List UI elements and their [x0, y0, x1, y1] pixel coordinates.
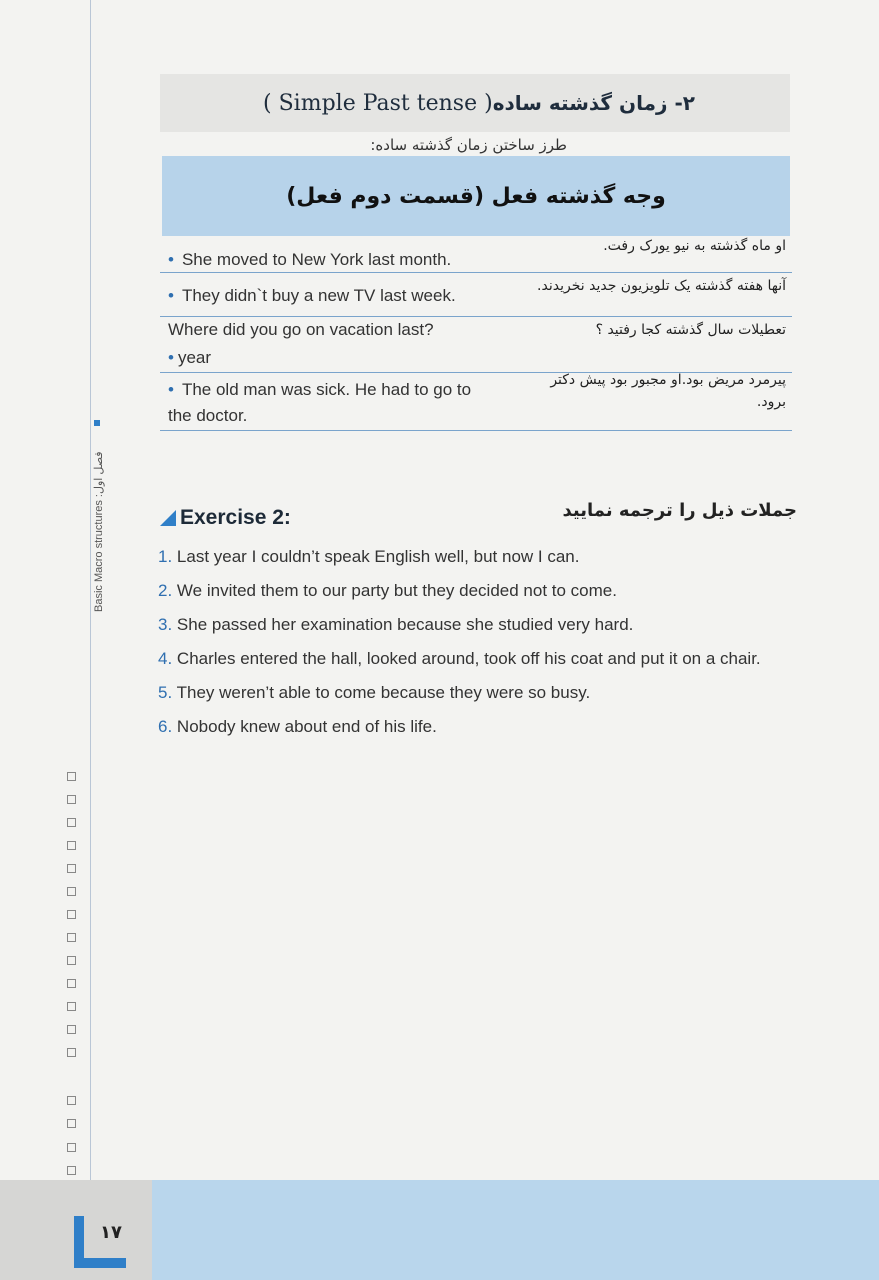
example-en-cont: the doctor. — [168, 406, 248, 425]
margin-box — [67, 795, 76, 804]
exercise-item: 5. They weren’t able to come because they were so busy. — [158, 683, 591, 702]
margin-box — [67, 772, 76, 781]
exercise-item: 6. Nobody knew about end of his life. — [158, 717, 437, 736]
example-en: • She moved to New York last month. — [168, 250, 452, 269]
exercise-list — [158, 540, 761, 744]
exercise-label: Exercise 2: — [180, 506, 291, 529]
margin-box — [67, 933, 76, 942]
side-marker — [94, 420, 100, 426]
margin-box — [67, 864, 76, 873]
example-fa: او ماه گذشته به نیو یورک رفت. — [603, 238, 786, 254]
corner-bracket-base — [74, 1258, 126, 1268]
margin-box — [67, 1143, 76, 1152]
margin-box — [67, 1166, 76, 1175]
formula-band — [162, 156, 790, 236]
example-fa: آنها هفته گذشته یک تلویزیون جدید نخریدند. — [537, 278, 786, 294]
example-en: • They didn`t buy a new TV last week. — [168, 286, 456, 305]
example-fa: پیرمرد مریض بود.او مجبور بود پیش دکتر — [550, 372, 786, 388]
exercise-item: 2. We invited them to our party but they decided not to come. — [158, 581, 617, 600]
margin-box — [67, 818, 76, 827]
margin-box — [67, 1048, 76, 1057]
example-row — [160, 372, 792, 431]
example-fa-cont: برود. — [756, 394, 786, 410]
margin-box — [67, 1096, 76, 1105]
example-row — [160, 316, 792, 373]
bullet-icon: • — [168, 286, 174, 305]
margin-line — [90, 0, 91, 1180]
exercise-instruction: جملات ذیل را ترجمه نمایید — [562, 500, 797, 521]
section-subtitle: طرز ساختن زمان گذشته ساده: — [370, 136, 567, 154]
chapter-side-label: Basic Macro structures :فصل اول — [93, 451, 105, 612]
formula-text: وجه گذشته فعل (قسمت دوم فعل) — [286, 183, 666, 209]
example-row — [160, 272, 792, 317]
example-en: Where did you go on vacation last? — [168, 320, 434, 339]
section-title-fa: ۲- زمان گذشته ساده — [492, 91, 695, 115]
exercise-item: 1. Last year I couldn’t speak English well, but now I can. — [158, 547, 580, 566]
margin-box — [67, 887, 76, 896]
triangle-icon — [160, 510, 176, 526]
exercise-item: 3. She passed her examination because she studied very hard. — [158, 615, 634, 634]
margin-box — [67, 1002, 76, 1011]
example-en-cont: • year — [168, 348, 212, 367]
margin-box — [67, 979, 76, 988]
exercise-heading — [160, 506, 291, 530]
footer-band — [152, 1180, 879, 1280]
example-en: • The old man was sick. He had to go to — [168, 380, 472, 399]
bullet-icon: • — [168, 380, 174, 399]
margin-box — [67, 910, 76, 919]
example-row — [160, 236, 792, 273]
bullet-icon: • — [168, 250, 174, 269]
section-title — [160, 74, 790, 132]
page-number: ۱۷ — [100, 1222, 122, 1243]
margin-box — [67, 956, 76, 965]
margin-box — [67, 1025, 76, 1034]
margin-box — [67, 1119, 76, 1128]
exercise-item: 4. Charles entered the hall, looked around, took off his coat and put it on a chair. — [158, 649, 761, 668]
margin-box — [67, 841, 76, 850]
bullet-icon: • — [168, 348, 174, 367]
section-title-en: ( Simple Past tense ) — [263, 90, 493, 116]
example-fa: تعطیلات سال گذشته کجا رفتید ؟ — [595, 322, 786, 338]
